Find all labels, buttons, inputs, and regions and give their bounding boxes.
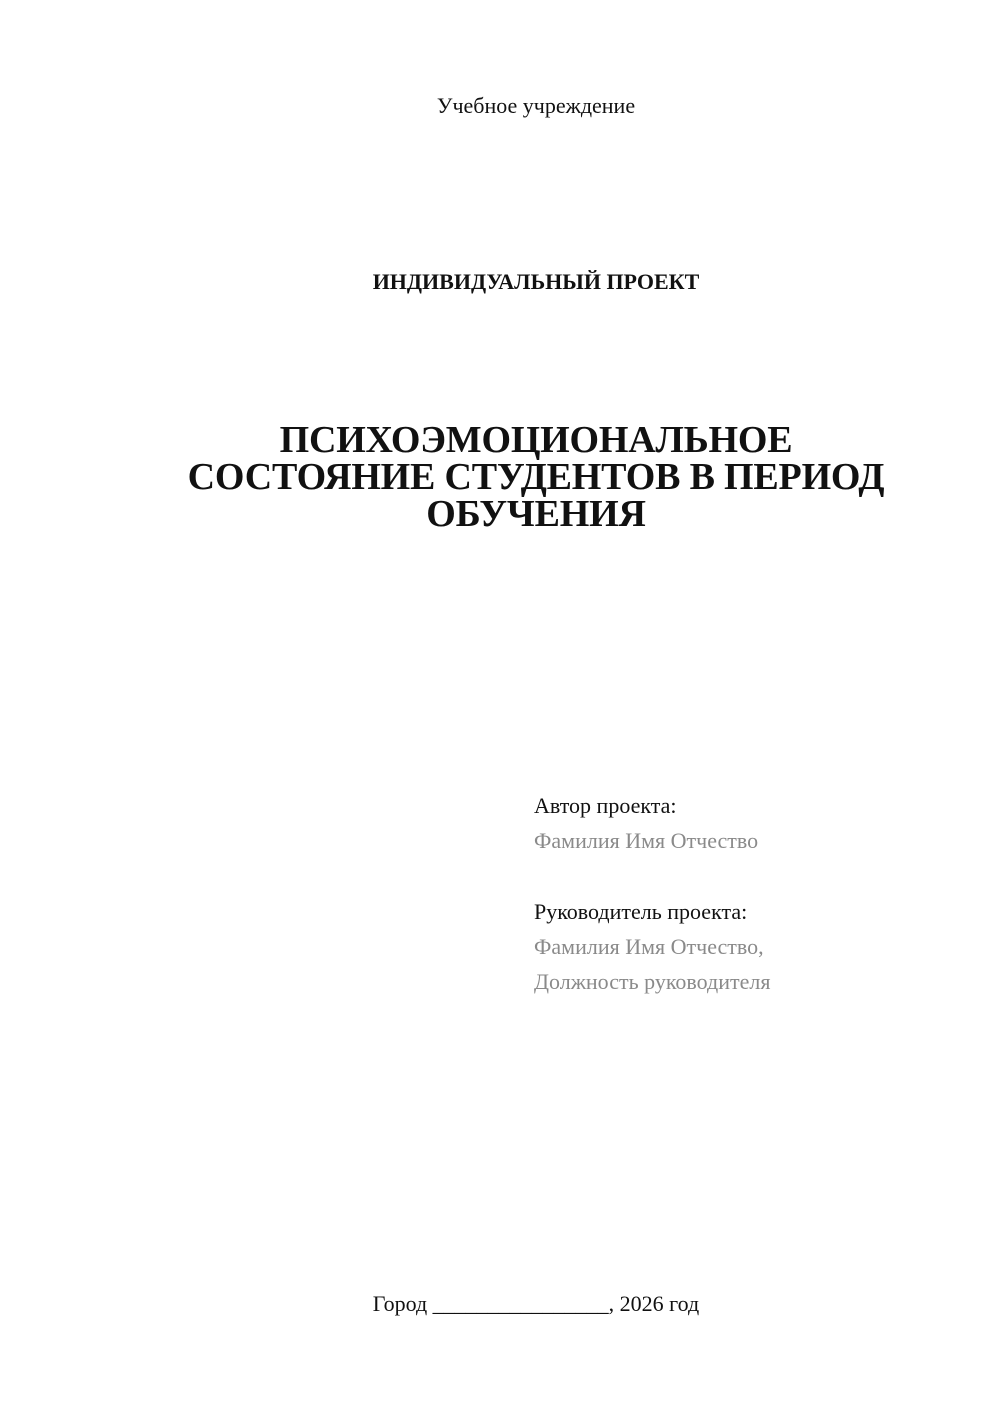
city-year-line: Город ________________, 2026 год [372, 1291, 700, 1316]
supervisor-label: Руководитель проекта: [534, 899, 748, 924]
institution-name: Учебное учреждение [436, 93, 636, 118]
credits-spacer [534, 858, 974, 894]
project-title-line-3: ОБУЧЕНИЯ [426, 493, 646, 535]
credits-block [534, 788, 974, 999]
project-title [150, 419, 922, 535]
author-name: Фамилия Имя Отчество [534, 828, 759, 853]
author-label: Автор проекта: [534, 793, 677, 818]
supervisor-name: Фамилия Имя Отчество, [534, 934, 764, 959]
supervisor-position: Должность руководителя [534, 969, 771, 994]
document-type: ИНДИВИДУАЛЬНЫЙ ПРОЕКТ [372, 269, 700, 294]
project-title-line-1: ПСИХОЭМОЦИОНАЛЬНОЕ [279, 419, 793, 461]
project-title-line-2: СОСТОЯНИЕ СТУДЕНТОВ В ПЕРИОД [187, 456, 885, 498]
